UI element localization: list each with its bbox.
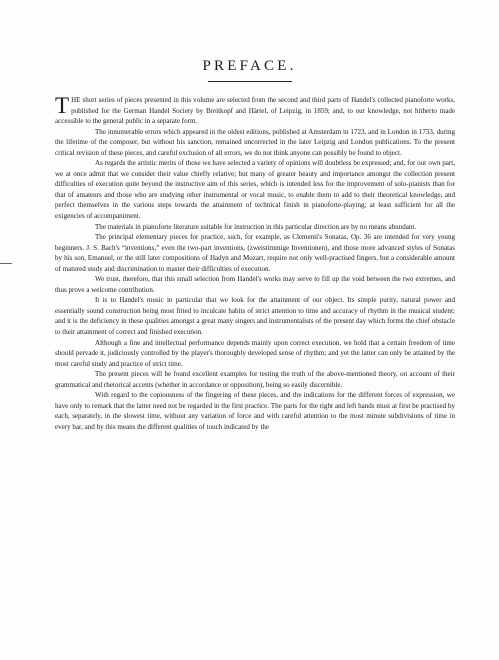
paragraph-7: It is to Handel's music in particular that we look for the attainment of our object. Its simple purity, natural power and essentially sound construction being most fitted to inculcate habits of strict attention to time and accuracy of rhythm in the musical student; and it is the deficiency in these qualities amongst a great many singers and instrumentalists of the present day which forms the chief obstacle to their attainment of correct and finished execution.	[55, 296, 455, 337]
preface-body	[55, 95, 455, 433]
page-title: PREFACE.	[202, 58, 297, 74]
paragraph-2: The innumerable errors which appeared in the oldest editions, published at Amsterdam in 1723, and in London in 1733, during the lifetime of the composer, but without his sanction, remained uncorrected in the later Leipzig and London publications. To the present critical revision of these pieces, and careful exclusion of all errors, we do not think anyone can possibly be found to object.	[55, 127, 455, 157]
paragraph-10: With regard to the copiousness of the fingering of these pieces, and the indications for the different forces of expression, we have only to remark that the latter need not be regarded in the first practice. The parts for the right and left hands must at first be practised by each, separately, in the slowest time, without any variation of force and with careful attention to the most minute subdivisions of time in every bar, and by this means the different qualities of touch indicated by the	[55, 391, 455, 431]
paragraph-4: The materials in pianoforte literature suitable for instruction in this particular direction are by no means abundant.	[95, 222, 417, 231]
paragraph-9: The present pieces will be found excellent examples for testing the truth of the above-mentioned theory, on account of their grammatical and rhetorical accents (whether in accordance or opposition), being so easily discernible.	[55, 370, 455, 389]
paragraph-6: We trust, therefore, that this small selection from Handel's works may serve to fill up the void between the two extremes, and thus prove a welcome contribution.	[55, 275, 455, 294]
paragraph-3: As regards the artistic merits of those we have selected a variety of opinions will doubtless be expressed; and, for our own part, we at once admit that we consider their value chiefly relative; but many of greater beauty and importance amongst the collection present difficulties of execution quite beyond the instructive aim of this series, which is intended less for the improvement of solo-pianists than for that of amateurs and those who are studying other instrumental or vocal music, to enable them to add to their theoretical knowledge, and perfect themselves in the various steps towards the attainment of technical finish in pianoforte-playing; at least sufficient for all the exigencies of accompaniment.	[55, 159, 455, 221]
paragraph-8: Although a fine and intellectual performance depends mainly upon correct execution, we hold that a certain freedom of time should pervade it, judiciously controlled by the player's thoroughly developed sense of rhythm; and yet the latter can only be attained by the most careful study and practice of strict time.	[55, 338, 455, 368]
title-rule	[208, 81, 292, 82]
drop-cap: T	[55, 93, 70, 118]
paragraph-5: The principal elementary pieces for practice, such, for example, as Clementi's Sonatas, Op. 36 are intended for very young beginners. J. S. Bach's “inventions,” even the two-part inventions, (zweistimmige Inventionen), and those more advanced styles of Sonatas by his son, Emanuel, or the still later compositions of Hadyn and Mozart, require not only well-practised fingers, but a considerable amount of matured study and discrimination to master their difficulties of execution.	[55, 233, 455, 273]
paragraph-text: HE short series of pieces presented in this volume are selected from the second and third parts of Handel's collected pianoforte works, published for the German Handel Society by Breitkopf and Härtel, of Leipzig, in 1859; and, to our knowledge, not hitherto made accessible to the general public in a separate form.	[55, 96, 455, 126]
paragraph-1	[55, 95, 455, 127]
margin-mark	[0, 263, 12, 264]
